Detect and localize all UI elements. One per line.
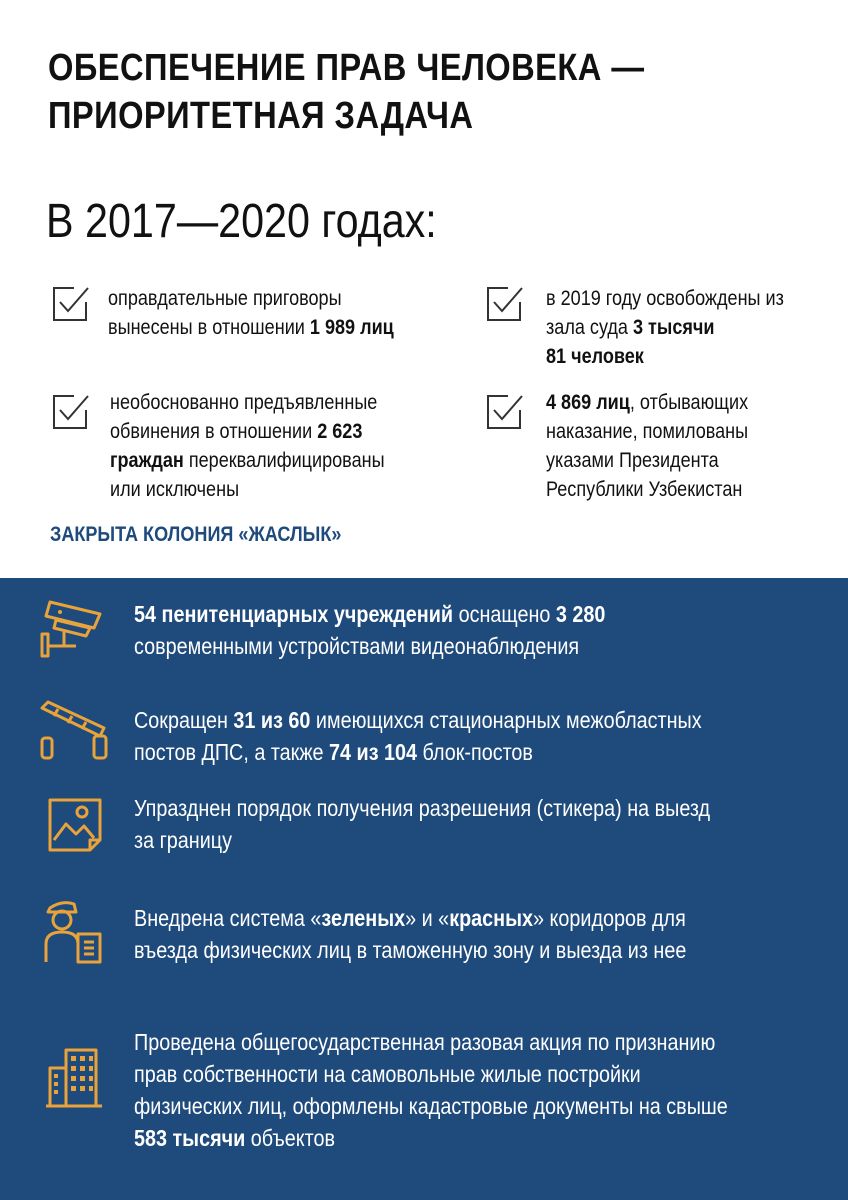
period-heading: В 2017—2020 годах:	[46, 195, 437, 248]
item-released: в 2019 году освобождены из зала суда 3 тысячи 81 человек	[546, 287, 784, 368]
panel-item-corridors: Внедрена система «зеленых» и «красных» коридоров для въезда физических лиц в таможенную зону и выезда из нее	[134, 905, 687, 963]
panel-item-property: Проведена общегосударственная разовая акция по признанию прав собственности на самовольные жилые постройки физических лиц, оформлены кадастровые документы на свыше 583 тысячи объектов	[134, 1029, 728, 1151]
customs-officer-icon	[42, 898, 108, 966]
panel-item-sticker: Упразднен порядок получения разрешения (стикера) на выезд за границу	[134, 795, 711, 853]
checkbox-check-icon	[50, 392, 90, 432]
checkbox-check-icon	[484, 392, 524, 432]
panel-item-posts: Сокращен 31 из 60 имеющихся стационарных межобластных постов ДПС, а также 74 из 104 блок-постов	[134, 707, 702, 765]
item-charges: необоснованно предъявленные обвинения в отношении 2 623 граждан переквалифицированы или исключены	[110, 391, 385, 501]
closed-colony-note: ЗАКРЫТА КОЛОНИЯ «ЖАСЛЫК»	[50, 523, 342, 546]
title-line-2: ПРИОРИТЕТНАЯ ЗАДАЧА	[48, 95, 474, 137]
item-pardoned: 4 869 лиц, отбывающих наказание, помилованы указами Президента Республики Узбекистан	[546, 391, 749, 501]
road-barrier-icon	[38, 700, 110, 762]
checkbox-check-icon	[50, 284, 90, 324]
checkbox-check-icon	[484, 284, 524, 324]
image-sticker-icon	[46, 796, 104, 854]
cctv-camera-icon	[34, 596, 104, 660]
item-acquittals: оправдательные приговоры вынесены в отношении 1 989 лиц	[108, 287, 394, 339]
buildings-icon	[44, 1046, 104, 1108]
panel-item-cctv: 54 пенитенциарных учреждений оснащено 3 280 современными устройствами видеонаблюдения	[134, 601, 606, 659]
title-line-1: ОБЕСПЕЧЕНИЕ ПРАВ ЧЕЛОВЕКА —	[48, 47, 645, 89]
page-title	[48, 44, 702, 140]
